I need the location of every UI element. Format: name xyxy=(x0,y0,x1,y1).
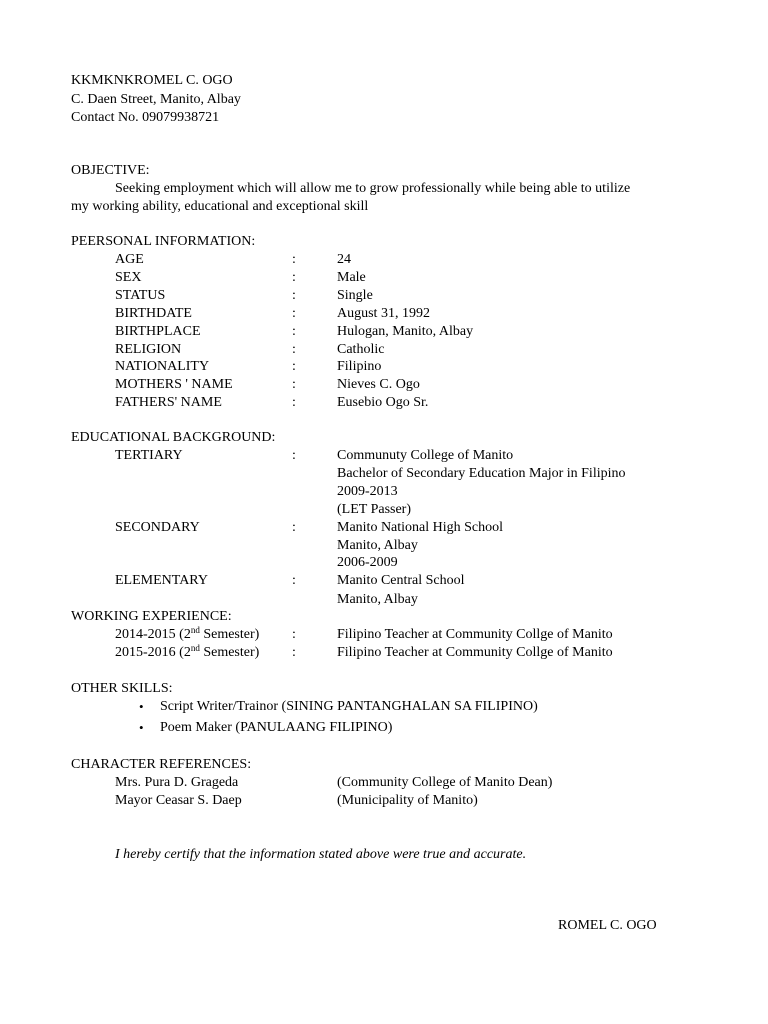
personal-value: Male xyxy=(337,270,366,285)
education-detail: Manito Central School xyxy=(337,573,465,588)
skill-item: Script Writer/Trainor (SINING PANTANGHALAN SA FILIPINO) xyxy=(160,699,538,714)
colon-separator: : xyxy=(292,520,296,535)
objective-line-1: Seeking employment which will allow me to grow professionally while being able to utilize xyxy=(115,181,631,196)
personal-value: August 31, 1992 xyxy=(337,306,430,321)
work-period: 2014-2015 (2nd Semester) xyxy=(115,625,260,642)
personal-label: FATHERS' NAME xyxy=(115,395,222,410)
colon-separator: : xyxy=(292,448,296,463)
personal-value: Single xyxy=(337,288,373,303)
colon-separator: : xyxy=(292,359,296,374)
personal-value: Nieves C. Ogo xyxy=(337,377,420,392)
education-detail: 2006-2009 xyxy=(337,555,398,570)
certification-statement: I hereby certify that the information stated above were true and accurate. xyxy=(115,847,527,862)
education-detail: Manito National High School xyxy=(337,520,504,535)
colon-separator: : xyxy=(292,342,296,357)
colon-separator: : xyxy=(292,627,296,642)
colon-separator: : xyxy=(292,306,296,321)
education-detail: Bachelor of Secondary Education Major in Filipino xyxy=(337,466,626,481)
signature-name: ROMEL C. OGO xyxy=(558,918,657,933)
personal-value: Catholic xyxy=(337,342,385,357)
work-position: Filipino Teacher at Community Collge of Manito xyxy=(337,645,613,660)
applicant-contact: Contact No. 09079938721 xyxy=(71,110,220,125)
education-detail: Communuty College of Manito xyxy=(337,448,514,463)
education-heading: EDUCATIONAL BACKGROUND: xyxy=(71,430,276,445)
references-heading: CHARACTER REFERENCES: xyxy=(71,757,252,772)
education-label: SECONDARY xyxy=(115,520,200,535)
work-period: 2015-2016 (2nd Semester) xyxy=(115,643,260,660)
personal-value: Filipino xyxy=(337,359,382,374)
colon-separator: : xyxy=(292,573,296,588)
education-label: TERTIARY xyxy=(115,448,183,463)
reference-org: (Community College of Manito Dean) xyxy=(337,775,553,790)
personal-label: BIRTHDATE xyxy=(115,306,192,321)
skills-heading: OTHER SKILLS: xyxy=(71,681,173,696)
colon-separator: : xyxy=(292,252,296,267)
personal-label: BIRTHPLACE xyxy=(115,324,201,339)
colon-separator: : xyxy=(292,324,296,339)
personal-label: MOTHERS ' NAME xyxy=(115,377,233,392)
education-detail: (LET Passer) xyxy=(337,502,411,517)
personal-label: STATUS xyxy=(115,288,166,303)
personal-label: SEX xyxy=(115,270,142,285)
bullet-icon: • xyxy=(139,720,144,735)
bullet-icon: • xyxy=(139,699,144,714)
personal-label: AGE xyxy=(115,252,144,267)
colon-separator: : xyxy=(292,645,296,660)
personal-label: RELIGION xyxy=(115,342,182,357)
personal-value: Eusebio Ogo Sr. xyxy=(337,395,429,410)
reference-org: (Municipality of Manito) xyxy=(337,793,478,808)
personal-value: Hulogan, Manito, Albay xyxy=(337,324,474,339)
work-position: Filipino Teacher at Community Collge of Manito xyxy=(337,627,613,642)
objective-line-2: my working ability, educational and exceptional skill xyxy=(71,199,369,214)
colon-separator: : xyxy=(292,377,296,392)
colon-separator: : xyxy=(292,288,296,303)
objective-heading: OBJECTIVE: xyxy=(71,163,150,178)
education-detail: Manito, Albay xyxy=(337,538,418,553)
colon-separator: : xyxy=(292,395,296,410)
education-label: ELEMENTARY xyxy=(115,573,208,588)
skill-item: Poem Maker (PANULAANG FILIPINO) xyxy=(160,720,393,735)
education-detail: 2009-2013 xyxy=(337,484,398,499)
personal-label: NATIONALITY xyxy=(115,359,210,374)
education-detail: Manito, Albay xyxy=(337,592,418,607)
colon-separator: : xyxy=(292,270,296,285)
reference-name: Mayor Ceasar S. Daep xyxy=(115,793,242,808)
personal-heading: PEERSONAL INFORMATION: xyxy=(71,234,256,249)
applicant-name: KKMKNKROMEL C. OGO xyxy=(71,73,233,88)
applicant-address: C. Daen Street, Manito, Albay xyxy=(71,92,241,107)
work-heading: WORKING EXPERIENCE: xyxy=(71,609,232,624)
personal-value: 24 xyxy=(337,252,351,267)
reference-name: Mrs. Pura D. Grageda xyxy=(115,775,239,790)
